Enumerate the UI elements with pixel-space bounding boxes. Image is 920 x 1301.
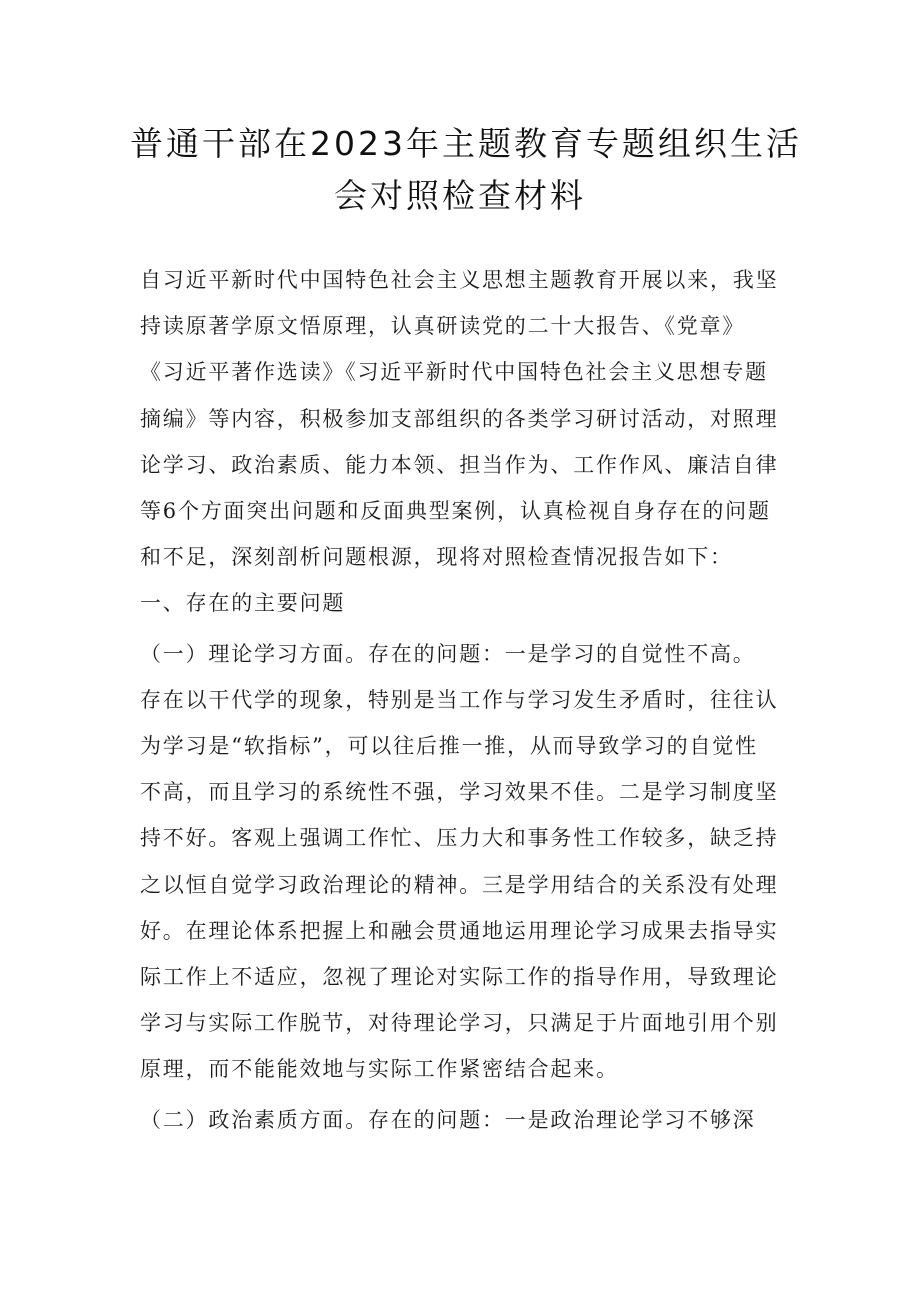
intro-line: 论学习、政治素质、能力本领、担当作为、工作作风、廉洁自律 (140, 452, 779, 477)
intro-line: 持读原著学原文悟原理，认真研读党的二十大报告、《党章》 (140, 314, 746, 339)
intro-line: 摘编》等内容，积极参加支部组织的各类学习研讨活动，对照理 (140, 406, 779, 431)
subsection-line: 为学习是“软指标”，可以往后推一推，从而导致学习的自觉性 (140, 734, 758, 759)
subsection-line: （一）理论学习方面。存在的问题：一是学习的自觉性不高。 (140, 641, 756, 666)
subsection-political-quality (140, 1097, 790, 1143)
subsection-line: 际工作上不适应，忽视了理论对实际工作的指导作用，导致理论 (140, 965, 779, 990)
section-heading: 一、存在的主要问题 (140, 591, 346, 616)
title-line-2: 会对照检查材料 (334, 176, 586, 215)
subsection-line: 学习与实际工作脱节，对待理论学习，只满足于片面地引用个别 (140, 1011, 779, 1036)
intro-line: 《习近平著作选读》《习近平新时代中国特色社会主义思想专题 (140, 360, 768, 385)
subsection-line: 之以恒自觉学习政治理论的精神。三是学用结合的关系没有处理 (140, 872, 779, 897)
subsection-line: 存在以干代学的现象，特别是当工作与学习发生矛盾时，往往认 (140, 687, 779, 712)
intro-line: 自习近平新时代中国特色社会主义思想主题教育开展以来，我坚 (140, 268, 779, 292)
intro-line: 和不足，深刻剖析问题根源，现将对照检查情况报告如下： (140, 545, 733, 570)
intro-line: 等6个方面突出问题和反面典型案例，认真检视自身存在的问题 (140, 499, 771, 524)
intro-paragraph (140, 257, 790, 580)
document-body (140, 257, 790, 1143)
document-title (130, 118, 802, 222)
subsection-line: （二）政治素质方面。存在的问题：一是政治理论学习不够深 (140, 1107, 756, 1132)
subsection-line: 好。在理论体系把握上和融会贯通地运用理论学习成果去指导实 (140, 918, 779, 943)
subsection-theory-study (140, 631, 790, 1093)
title-line-1: 普通干部在2023年主题教育专题组织生活 (130, 124, 802, 163)
subsection-line: 不高，而且学习的系统性不强，学习效果不佳。二是学习制度坚 (140, 780, 779, 805)
subsection-line: 原理，而不能能效地与实际工作紧密结合起来。 (140, 1057, 619, 1082)
subsection-line: 持不好。客观上强调工作忙、压力大和事务性工作较多，缺乏持 (140, 826, 779, 851)
